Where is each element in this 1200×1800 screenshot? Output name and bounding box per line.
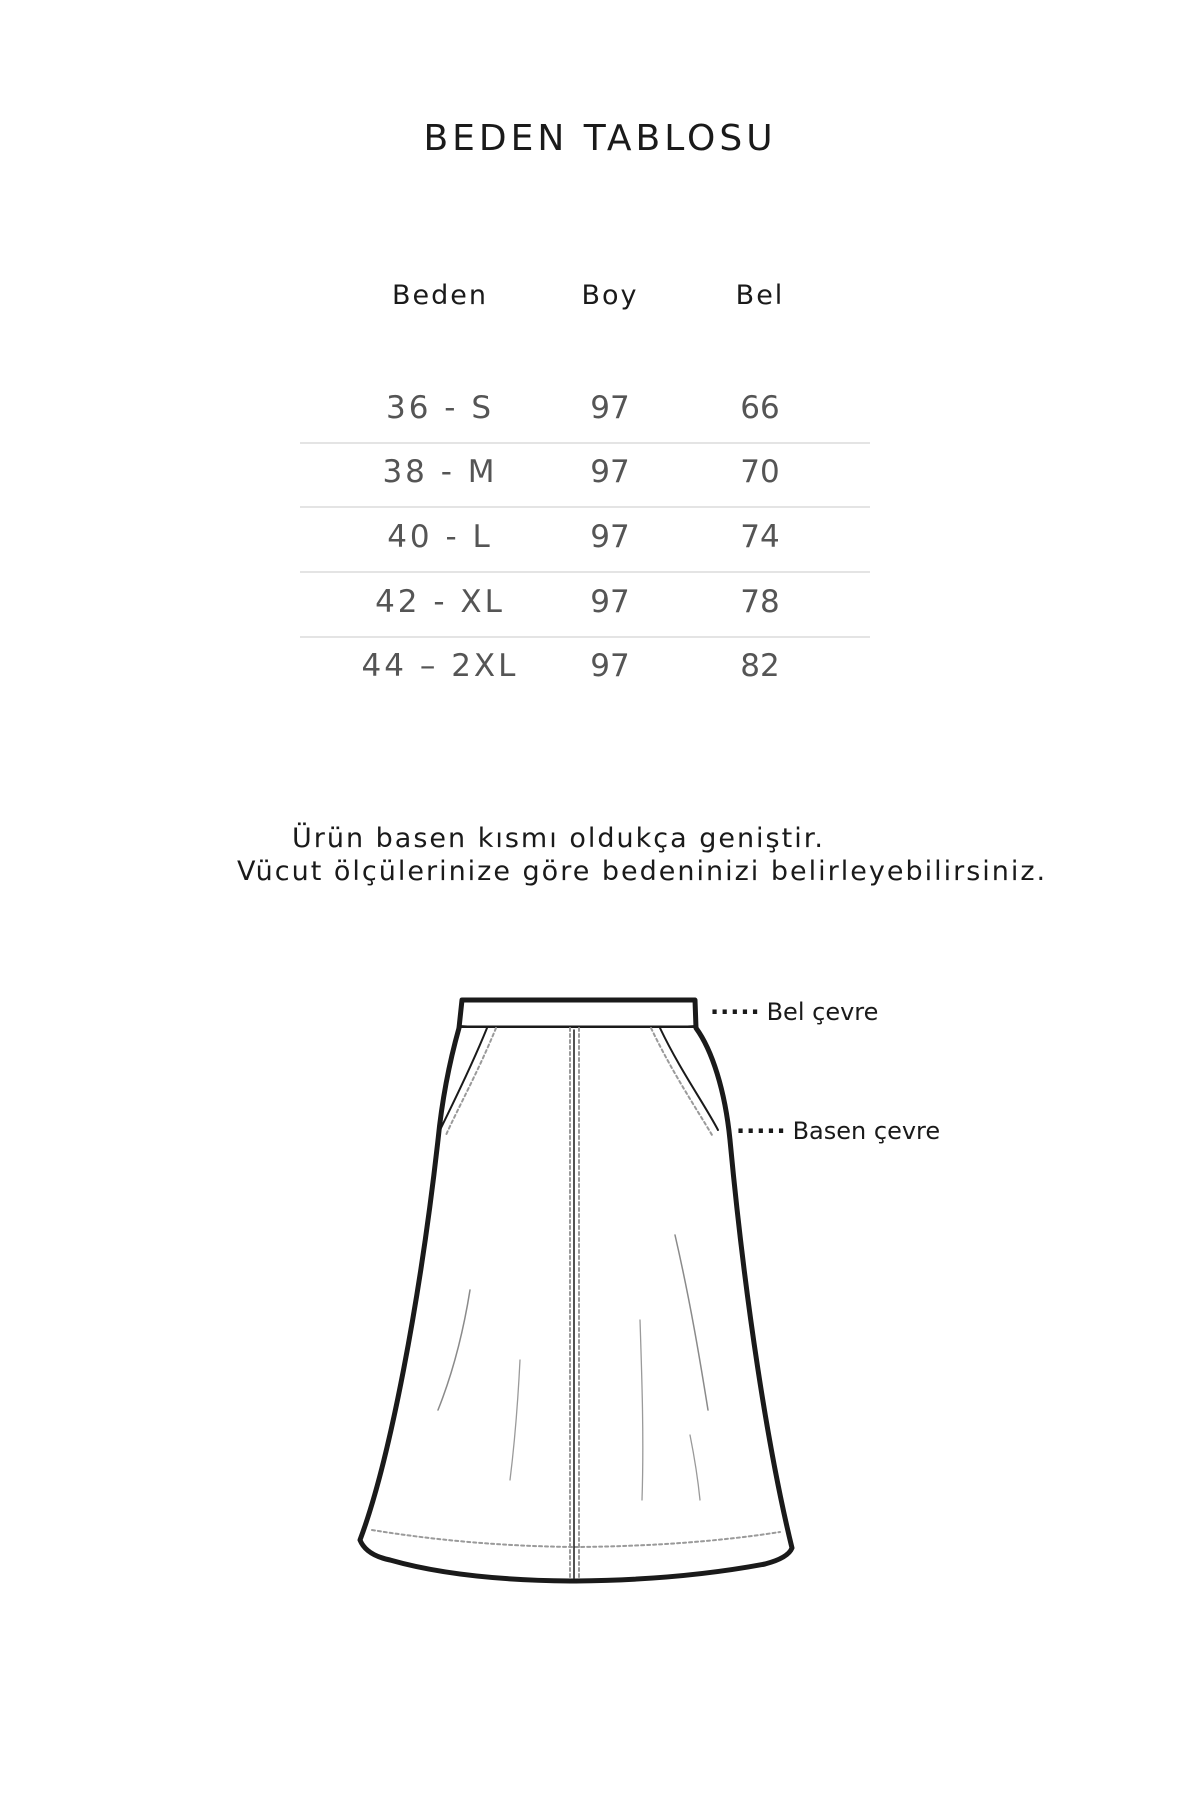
skirt-outline xyxy=(360,1028,792,1581)
row-divider xyxy=(300,506,870,508)
bel-cell: 70 xyxy=(740,454,780,490)
dotted-leader: ····· xyxy=(710,998,761,1026)
fit-note: Ürün basen kısmı oldukça geniştir. xyxy=(292,823,825,854)
size-cell: 38 - M xyxy=(382,454,498,490)
size-cell: 40 - L xyxy=(387,519,493,555)
boy-cell: 97 xyxy=(590,584,630,620)
size-cell: 42 - XL xyxy=(375,584,505,620)
hip-label-text: Basen çevre xyxy=(792,1117,941,1145)
waist-measure-label xyxy=(710,998,878,1026)
table-row xyxy=(300,444,870,508)
size-cell: 44 – 2XL xyxy=(361,648,519,684)
boy-cell: 97 xyxy=(590,648,630,684)
size-cell: 36 - S xyxy=(385,390,495,426)
header-beden: Beden xyxy=(392,280,488,311)
page-title: BEDEN TABLOSU xyxy=(423,118,777,159)
waist-label-text: Bel çevre xyxy=(766,998,879,1026)
waistband xyxy=(459,1000,696,1028)
table-header xyxy=(300,280,870,320)
table-row xyxy=(300,638,870,702)
bel-cell: 82 xyxy=(740,648,780,684)
row-divider xyxy=(300,571,870,573)
measure-advice-note: Vücut ölçülerinize göre bedeninizi belirleyebilirsiniz. xyxy=(237,856,1048,887)
header-boy: Boy xyxy=(581,280,639,311)
boy-cell: 97 xyxy=(590,390,630,426)
boy-cell: 97 xyxy=(590,454,630,490)
dotted-leader: ····· xyxy=(736,1117,787,1145)
table-row xyxy=(300,509,870,573)
header-bel: Bel xyxy=(735,280,785,311)
hip-measure-label xyxy=(736,1117,940,1145)
bel-cell: 66 xyxy=(740,390,780,426)
table-row xyxy=(300,574,870,638)
bel-cell: 74 xyxy=(740,519,780,555)
boy-cell: 97 xyxy=(590,519,630,555)
table-row xyxy=(300,380,870,444)
skirt-diagram xyxy=(350,980,800,1600)
bel-cell: 78 xyxy=(740,584,780,620)
